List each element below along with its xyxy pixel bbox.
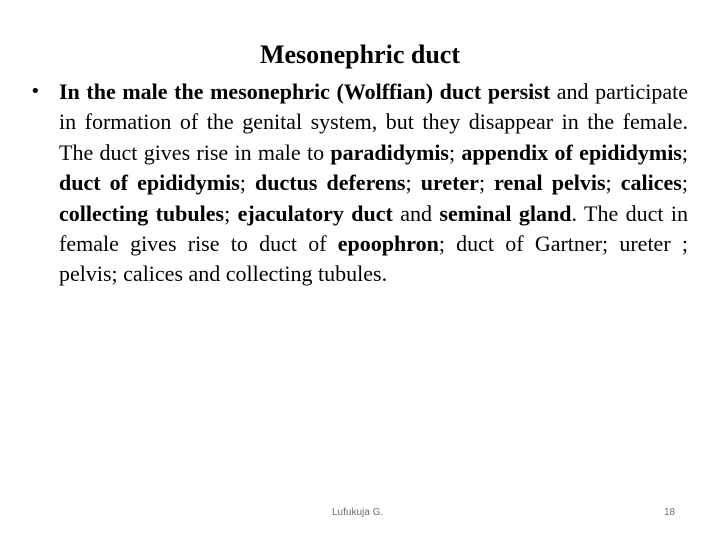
text-segment: ; (681, 139, 688, 165)
page-number: 18 (664, 507, 676, 518)
bold-term: appendix of epididymis (461, 139, 682, 165)
bold-term: epoophron (337, 231, 439, 257)
text-segment: ; (239, 170, 256, 196)
text-segment: ; (405, 170, 421, 196)
text-segment: ; (449, 139, 462, 165)
bold-term: In the male the mesonephric (Wolffian) duct persist (59, 79, 551, 104)
bold-term: paradidymis (330, 139, 449, 165)
bold-term: renal pelvis (494, 170, 606, 196)
slide-title: Mesonephric duct (259, 40, 461, 69)
bold-term: collecting tubules (59, 200, 225, 226)
bullet-icon: • (30, 81, 41, 102)
bold-term: seminal gland (439, 200, 572, 226)
text-segment: ; (605, 170, 621, 196)
text-segment: ; (478, 170, 495, 196)
text-segment: ; (224, 200, 238, 226)
bold-term: calices (620, 170, 682, 196)
text-segment: ; duct of Gartner; ureter ; pelvis; calices and collecting tubules. (59, 231, 688, 287)
text-segment: and participate in formation of the genital system, but they disappear in the female. The duct gives rise in male to (59, 79, 688, 165)
bold-term: ductus deferens (255, 170, 406, 196)
text-segment: ; (681, 170, 688, 196)
bullet-text (59, 79, 688, 286)
bold-term: duct of epididymis (59, 170, 240, 196)
slide-content (30, 77, 688, 290)
bold-term: ejaculatory duct (237, 200, 393, 226)
bullet-item (30, 77, 688, 290)
footer-author: Lufukuja G. (332, 507, 384, 518)
bold-term: ureter (420, 170, 479, 196)
text-segment: . The duct in female gives rise to duct of (59, 200, 688, 257)
text-segment: and (392, 200, 440, 226)
